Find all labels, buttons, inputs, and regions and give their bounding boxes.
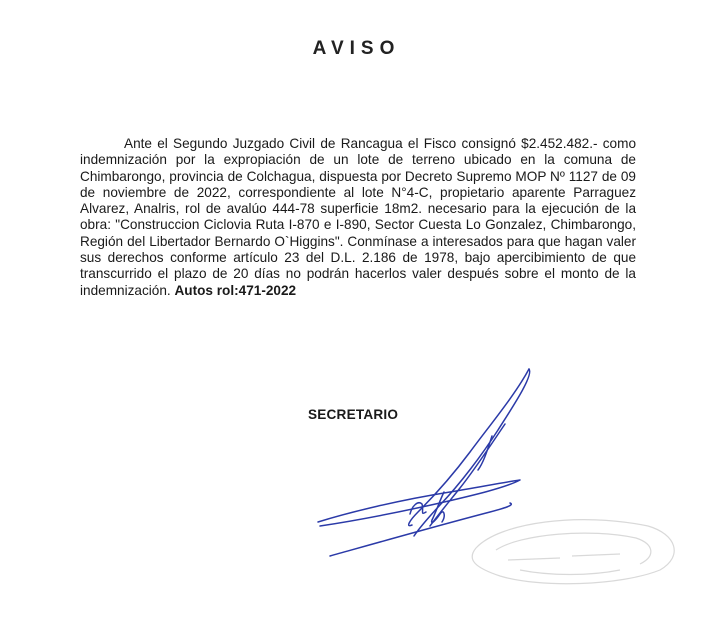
notice-text: Ante el Segundo Juzgado Civil de Rancagua el Fisco consignó $2.452.482.- como indemnización por la expropiación de un lote de terreno ubicado en la comuna de Chimbarongo, provincia de Colchagua, dispuesta por Decreto Supremo MOP Nº 1127 de 09 de noviembre de 2022, correspondiente al lote N°4-C, propietario aparente Parraguez Alvarez, Analris, rol de avalúo 444-78 superficie 18m2. necesario para la ejecución de la obra: "Construccion Ciclovia Ruta I-870 e I-890, Sector Cuesta Lo Gonzalez, Chimbarongo, Región del Libertador Bernardo O`Higgins". Conmínase a interesados para que hagan valer sus derechos conforme artículo 23 del D.L. 2.186 de 1978, bajo apercibimiento de que transcurrido el plazo de 20 días no podrán hacerlos valer después sobre el monto de la indemnización. bbox=[80, 136, 636, 298]
signatory-title: SECRETARIO bbox=[308, 407, 399, 422]
document-title: AVISO bbox=[312, 38, 401, 59]
notice-paragraph bbox=[80, 136, 636, 299]
case-reference: Autos rol:471-2022 bbox=[174, 282, 297, 298]
